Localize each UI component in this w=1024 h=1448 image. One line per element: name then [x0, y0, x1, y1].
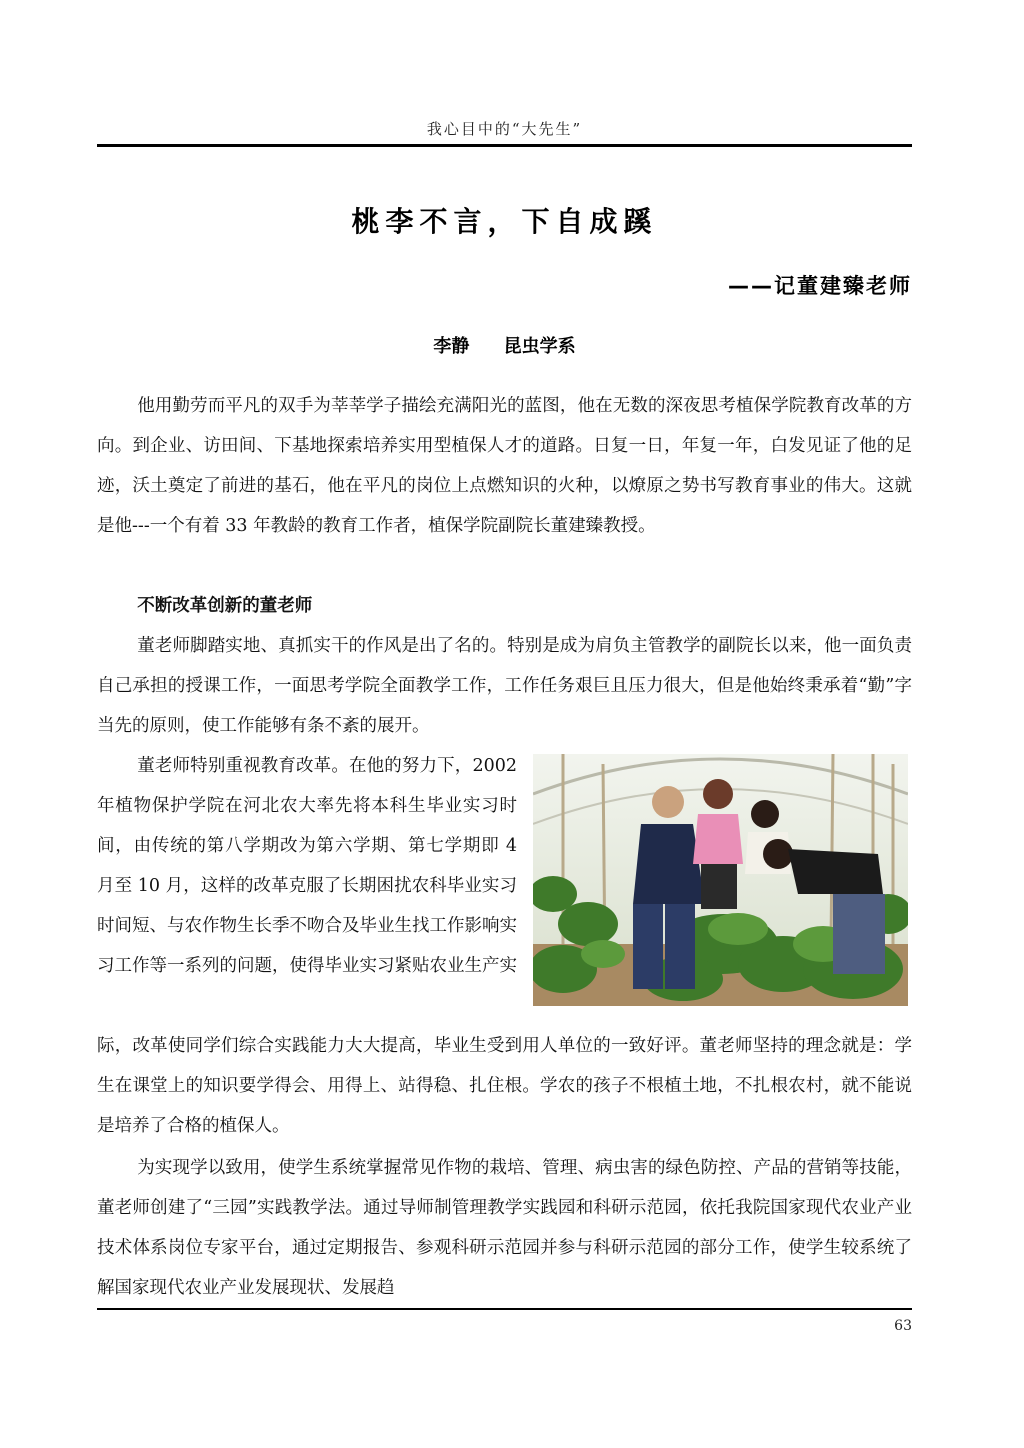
footer-rule	[97, 1308, 912, 1310]
paragraph-reform-continued: 际，改革使同学们综合实践能力大大提高，毕业生受到用人单位的一致好评。董老师坚持的理念就是：学生在课堂上的知识要学得会、用得上、站得稳、扎住根。学农的孩子不根植土地，不扎根农村，就不能说是培养了合格的植保人。	[97, 1036, 912, 1136]
page-number: 63	[894, 1318, 912, 1334]
greenhouse-photo	[533, 754, 908, 1006]
header-rule	[97, 144, 912, 147]
author-name: 李静	[433, 336, 470, 357]
article-title: 桃李不言，下自成蹊	[351, 205, 658, 238]
paragraph-three-gardens: 为实现学以致用，使学生系统掌握常见作物的栽培、管理、病虫害的绿色防控、产品的营销等技能，董老师创建了“三园”实践教学法。通过导师制管理教学实践园和科研示范园，依托我院国家现代农业产业技术体系岗位专家平台，通过定期报告、参观科研示范园并参与科研示范园的部分工作，使学生较系统了解国家现代农业产业发展现状、发展趋	[97, 1158, 912, 1298]
paragraph-work-style: 董老师脚踏实地、真抓实干的作风是出了名的。特别是成为肩负主管教学的副院长以来，他一面负责自己承担的授课工作，一面思考学院全面教学工作，工作任务艰巨且压力很大，但是他始终秉承着“勤”字当先的原则，使工作能够有条不紊的展开。	[97, 636, 912, 736]
author-department: 昆虫学系	[503, 336, 576, 357]
running-head: 我心目中的“大先生”	[426, 120, 583, 138]
article-subtitle: ——记董建臻老师	[728, 274, 912, 298]
paragraph-reform-wrap: 董老师特别重视教育改革。在他的努力下，2002 年植物保护学院在河北农大率先将本科生毕业实习时间，由传统的第八学期改为第六学期、第七学期即 4 月至 10 月，这样的改革克服了长期困扰农科毕业实习时间短、与农作物生长季不吻合及毕业生找工作影响实习工作等一系列的问题，使得毕业实习紧贴农业生产实	[97, 756, 517, 976]
byline	[97, 332, 912, 358]
paragraph-intro: 他用勤劳而平凡的双手为莘莘学子描绘充满阳光的蓝图，他在无数的深夜思考植保学院教育改革的方向。到企业、访田间、下基地探索培养实用型植保人才的道路。日复一日，年复一年，白发见证了他的足迹，沃土奠定了前进的基石，他在平凡的岗位上点燃知识的火种，以燎原之势书写教育事业的伟大。这就是他---一个有着 33 年教龄的教育工作者，植保学院副院长董建臻教授。	[97, 396, 912, 536]
section-heading: 不断改革创新的董老师	[137, 596, 313, 616]
